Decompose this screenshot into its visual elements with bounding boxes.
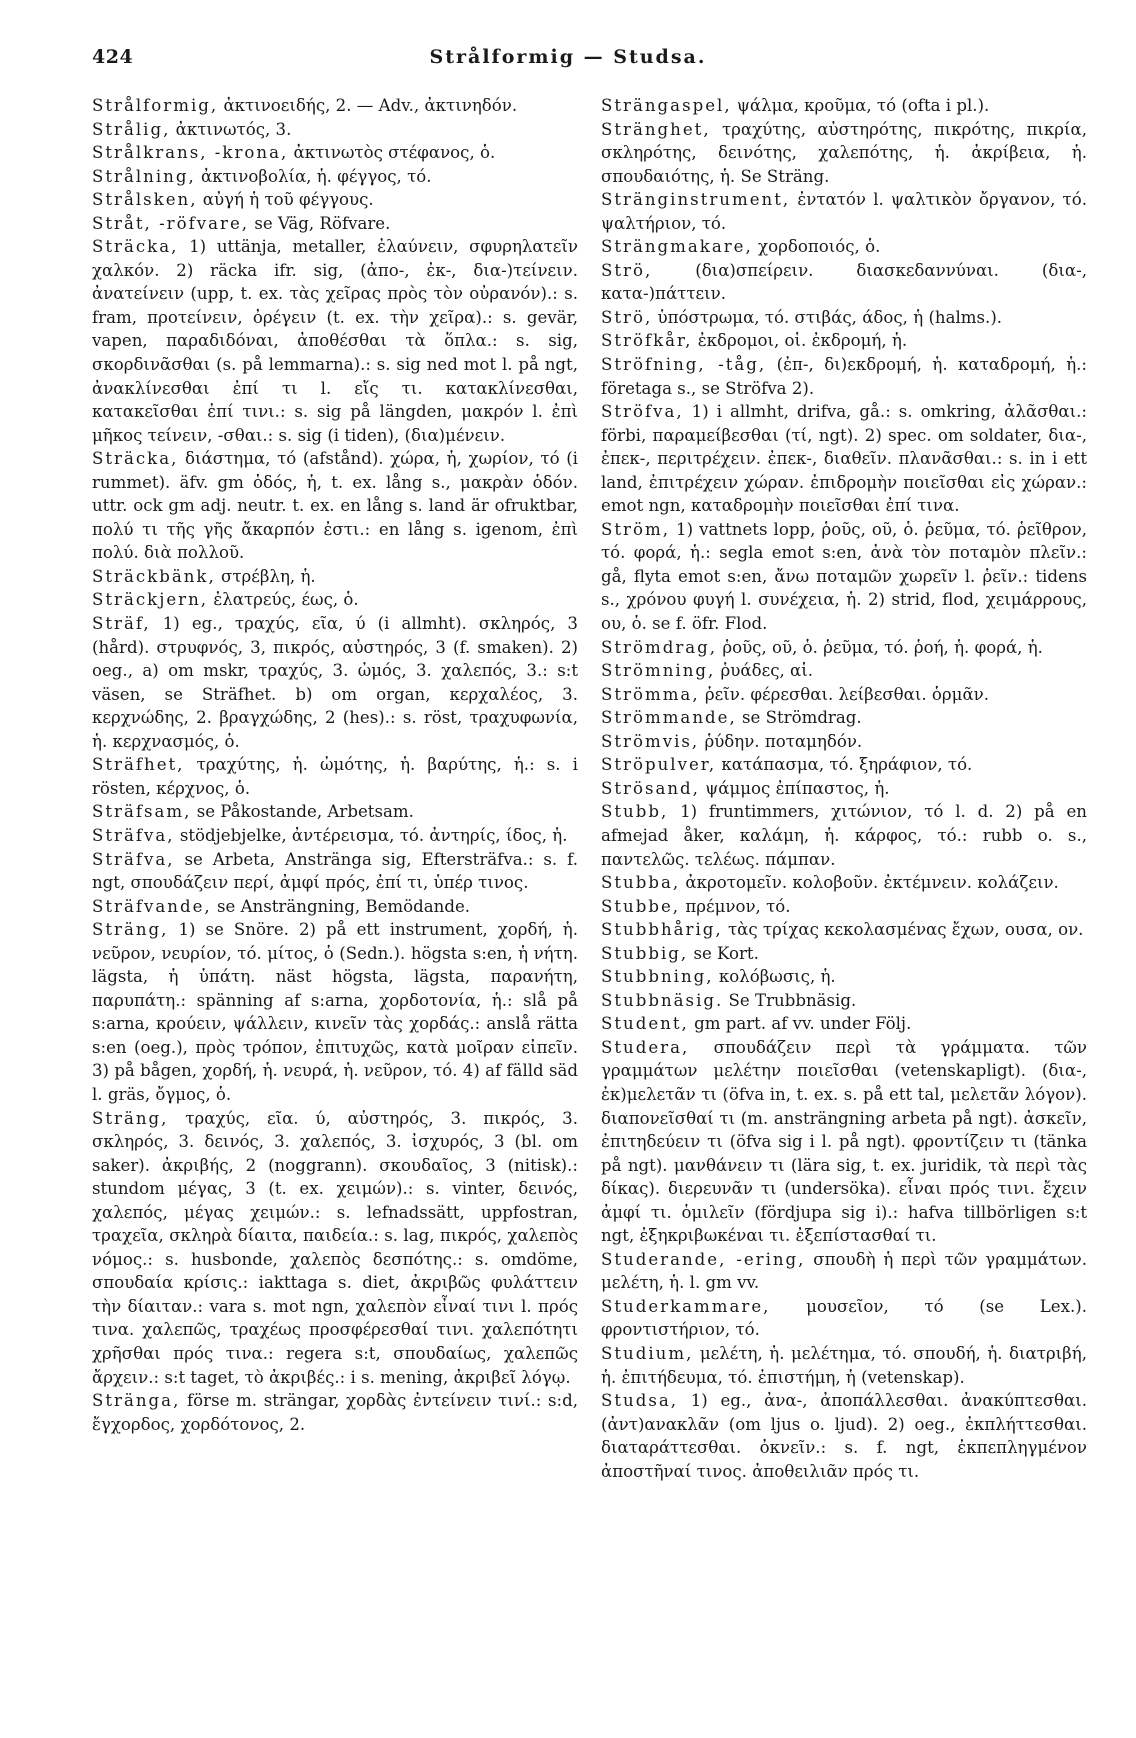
entry-headword: Stubbig, [601, 943, 689, 963]
dictionary-entry [601, 989, 1087, 1013]
entry-headword: Ströfva, [601, 402, 684, 422]
entry-headword: Ström, [601, 519, 670, 539]
entry-headword: Stråt, -röfvare, [92, 213, 250, 233]
entry-definition: μουσεῖον, τό (se Lex.). φροντιστήριον, τό. [601, 1296, 1087, 1340]
dictionary-entry [601, 1389, 1087, 1483]
entry-definition: 1) i allmht, drifva, gå.: s. omkring, ἀλᾶσθαι.: förbi, παραμείβεσθαι (τί, ngt). 2) spec. om soldater, δια-, ἐπεκ-, περιτρέχειν. ἐπεκ-, διαθεῖν. πλανᾶσθαι.: s. in i ett land, ἐπιτρέχειν χώραν. ἐπιδρομὴν ποιεῖσθαι εἰς χώραν.: emot ngn, καταδρομὴν ποιεῖσθαι ἐπί τινα. [601, 402, 1087, 516]
entry-definition: ῥοῦς, οῦ, ὁ. ῥεῦμα, τό. ῥοή, ἡ. φορά, ἡ. [717, 637, 1043, 657]
entry-headword: Sträfhet, [92, 755, 185, 775]
dictionary-entry [601, 400, 1087, 518]
dictionary-entry [601, 683, 1087, 707]
entry-headword: Strömdrag, [601, 637, 718, 657]
entry-definition: 1) eg., τραχύς, εῖα, ύ (i allmht). σκληρός, 3 (hård). στρυφνός, 3, πικρός, αὐστηρός, 3 (f. smaken). 2) oeg., a) om mskr, τραχύς, 3. ὠμός, 3. χαλεπός, 3.: s:t väsen, se Sträfhet. b) om organ, κερχαλέος, 3. κερχνώδης, 2. βραγχώδης, 2 (hes).: s. röst, τραχυφωνία, ἡ. κερχνασμός, ὁ. [92, 614, 578, 751]
entry-definition: τραχύτης, αὐστηρότης, πικρότης, πικρία, σκληρότης, δεινότης, χαλεπότης, ἡ. ἀκρίβεια, ἡ. σπουδαιότης, ἡ. Se Sträng. [601, 119, 1087, 186]
running-head: Strålformig — Studsa. [429, 46, 707, 68]
entry-definition: se Påkostande, Arbetsam. [191, 802, 414, 822]
entry-headword: Sträcka, [92, 449, 179, 469]
entry-headword: Strålkrans, -krona, [92, 143, 289, 163]
entry-headword: Sträf, [92, 614, 151, 634]
dictionary-entry [92, 188, 578, 212]
dictionary-entry [601, 965, 1087, 989]
entry-headword: Strängaspel, [601, 96, 732, 115]
entry-headword: Sträfva, [92, 825, 175, 845]
dictionary-entry [601, 659, 1087, 683]
entry-definition: διάστημα, τό (afstånd). χώρα, ἡ, χωρίον, τό (i rummet). äfv. gm ὁδός, ἡ, t. ex. lång s., μακρὰν ὁδόν. uttr. ock gm adj. neutr. t. ex. en lång s. land är ofruktbar, πολύ τι τῆς γῆς ἄκαρπόν ἐστι.: en lång s. igenom, ἐπὶ πολύ. διὰ πολλοῦ. [92, 449, 578, 563]
entry-definition: πρέμνον, τό. [680, 896, 791, 916]
entry-headword: Studsa, [601, 1391, 679, 1411]
entry-headword: Sträckjern, [92, 590, 209, 610]
entry-headword: Sträng, [92, 920, 169, 940]
dictionary-entry [601, 259, 1087, 306]
dictionary-entry [92, 565, 578, 589]
entry-definition: 1) se Snöre. 2) på ett instrument, χορδή, ἡ. νεῦρον, νευρίον, τό. μίτος, ὁ (Sedn.). högsta s:en, ἡ νήτη. lägsta, ἡ ὑπάτη. näst högsta, lägsta, παρανήτη, παρυπάτη.: spänning af s:arna, χορδοτονία, ἡ.: slå på s:arna, κρούειν, ψάλλειν, κινεῖν τὰς χορδάς.: anslå rätta s:en (oeg.), πρὸς τρόπον, ἐπιτυχῶς, κατὰ μοῖραν εἰπεῖν. 3) på bågen, χορδή, ἡ. νευρά, ἡ. νεῦρον, τό. 4) af fälld säd l. gräs, ὄγμος, ὁ. [92, 920, 578, 1104]
entry-headword: Strösand, [601, 778, 700, 798]
dictionary-entry [601, 871, 1087, 895]
entry-definition: κολόβωσις, ἡ. [713, 967, 836, 987]
entry-definition: 1) eg., ἀνα-, ἀποπάλλεσθαι. ἀνακύπτεσθαι. (ἀντ)ανακλᾶν (om ljus o. ljud). 2) oeg., ἐκπλήττεσθαι. διαταράττεσθαι. ὀκνεῖν.: s. f. ngt, ἐκπεπληγμένον ἀποστῆναί τινος. ἀποθειλιᾶν πρός τι. [601, 1391, 1087, 1481]
entry-definition: ὑπόστρωμα, τό. στιβάς, άδος, ἡ (halms.). [652, 307, 1003, 327]
dictionary-entry [92, 1107, 578, 1390]
entry-headword: Strålsken, [92, 190, 198, 210]
dictionary-entry [92, 895, 578, 919]
dictionary-entry [92, 612, 578, 753]
entry-definition: se Väg, Röfvare. [249, 213, 391, 233]
entry-definition: ῥυάδες, αἱ. [715, 661, 814, 681]
entry-definition: Se Trubbnäsig. [723, 990, 857, 1010]
entry-headword: Studerkammare, [601, 1296, 771, 1316]
entry-definition: ἀκτινωτός, 3. [170, 119, 292, 139]
dictionary-entry [92, 753, 578, 800]
left-column [92, 94, 578, 1724]
entry-headword: Stubbnäsig. [601, 990, 724, 1010]
entry-headword: Studium, [601, 1343, 694, 1363]
entry-definition: μελέτη, ἡ. μελέτημα, τό. σπουδή, ἡ. διατριβή, ἡ. ἐπιτήδευμα, τό. ἐπιστήμη, ἡ (vetenskap). [601, 1343, 1087, 1387]
entry-headword: Strömvis, [601, 731, 700, 751]
dictionary-entry [601, 730, 1087, 754]
dictionary-entry [601, 918, 1087, 942]
entry-headword: Sträfsam, [92, 802, 192, 822]
page-header [0, 0, 1136, 68]
entry-definition: 1) fruntimmers, χιτώνιον, τό l. d. 2) på en afmejad åker, καλάμη, ἡ. κάρφος, τό.: rubb o. s., παντελῶς. τελέως. πάμπαν. [601, 802, 1087, 869]
entry-headword: Strömma, [601, 684, 700, 704]
dictionary-entry [92, 588, 578, 612]
entry-headword: Sträfva, [92, 849, 175, 869]
entry-definition: 1) uttänja, metaller, ἐλαύνειν, σφυρηλατεῖν χαλκόν. 2) räcka ifr. sig, (ἀπο-, ἐκ-, δια-)τείνειν. ἀνατείνειν (upp, t. ex. τὰς χεῖρας πρὸς τὸν οὐρανόν).: s. fram, προτείνειν, ὀρέγειν (t. ex. τὴν χεῖρα).: s. gevär, vapen, παραδιδόναι, ἀποθέσθαι τὰ ὅπλα.: s. sig, σκορδινᾶσθαι (s. på lemmarna).: s. sig ned mot l. på ngt, ἀνακλίνεσθαι ἐπί τι l. εἴς τι. κατακλίνεσθαι, κατακεῖσθαι ἐπί τινι.: s. sig på längden, μακρόν l. ἐπὶ μῆκος τείνειν, -σθαι.: s. sig (i tiden), (δια)μένειν. [92, 237, 578, 445]
dictionary-entry [601, 942, 1087, 966]
dictionary-entry [601, 706, 1087, 730]
dictionary-entry [601, 636, 1087, 660]
entry-definition: stödjebjelke, ἀντέρεισμα, τό. ἀντηρίς, ίδος, ἡ. [174, 825, 568, 845]
entry-headword: Studera, [601, 1037, 690, 1057]
entry-definition: (ἐπ-, δι)εκδρομή, ἡ. καταδρομή, ἡ.: företaga s., se Ströfva 2). [601, 355, 1087, 398]
entry-definition: στρέβλη, ἡ. [215, 566, 316, 586]
entry-headword: Sträcka, [92, 237, 179, 257]
entry-definition: ψάμμος ἐπίπαστος, ἡ. [699, 778, 890, 798]
entry-headword: Student, [601, 1014, 689, 1034]
dictionary-entry [92, 918, 578, 1106]
right-column [601, 94, 1087, 1724]
entry-definition: gm part. af vv. under Följ. [688, 1014, 912, 1034]
entry-definition: ἀκτινωτὸς στέφανος, ὁ. [288, 143, 496, 163]
entry-definition: ῥεῖν. φέρεσθαι. λείβεσθαι. ὁρμᾶν. [699, 684, 990, 704]
dictionary-entry [601, 518, 1087, 636]
entry-definition: χορδοποιός, ὁ. [752, 237, 881, 257]
entry-definition: se Arbeta, Anstränga sig, Eftersträfva.: s. f. ngt, σπουδάζειν περί, ἀμφί πρός, ἐπί τι, ὑπέρ τινος. [92, 849, 578, 893]
dictionary-entry [601, 753, 1087, 777]
entry-definition: σπουδάζειν περὶ τὰ γράμματα. τῶν γραμμάτων μελέτην ποιεῖσθαι (vetenskapligt). (δια-, ἐκ)μελετᾶν τι (öfva in, t. ex. s. på ett tal, μελετᾶν λόγον). διαπονεῖσθαί τι (m. ansträngning arbeta på ngt). ἀσκεῖν, ἐπιτηδεύειν τι (öfva sig i l. på ngt). φροντίζειν τι (tänka på ngt). μανθάνειν τι (lära sig, t. ex. juridik, τὰ περὶ τὰς δίκας). διερευνᾶν τι (undersöka). εἶναι πρός τινι. ἔχειν ἀμφί τι. ὁμιλεῖν (fördjupa sig i).: hafva tillbörligen s:t ngt, ἐξηκριβωκέναι τι. ἐξεπίστασθαί τι. [601, 1037, 1087, 1246]
entry-definition: ῥύδην. ποταμηδόν. [699, 731, 863, 751]
dictionary-entry [601, 1248, 1087, 1295]
dictionary-entry [601, 1295, 1087, 1342]
entry-definition: ἐντατόν l. ψαλτικὸν ὄργανον, τό. ψαλτήριον, τό. [601, 190, 1087, 233]
entry-definition: τὰς τρίχας κεκολασμένας ἔχων, ουσα, ον. [722, 920, 1084, 940]
entry-headword: Stubbning, [601, 967, 714, 987]
entry-definition: ἀκροτομεῖν. κολοβοῦν. ἐκτέμνειν. κολάζειν. [680, 873, 1059, 893]
entry-definition: ἀκτινοειδής, 2. — Adv., ἀκτινηδόν. [218, 96, 518, 115]
entry-headword: Strömning, [601, 661, 716, 681]
entry-headword: Ströpulver, [601, 755, 717, 775]
dictionary-entry [92, 824, 578, 848]
entry-definition: se Ansträngning, Bemödande. [211, 896, 471, 916]
entry-headword: Strö, [601, 260, 653, 280]
entry-headword: Studerande, -ering, [601, 1249, 806, 1269]
entry-definition: se Kort. [688, 943, 759, 963]
entry-headword: Sträfvande, [92, 896, 212, 916]
entry-headword: Sträng, [92, 1108, 169, 1128]
entry-headword: Stubba, [601, 873, 681, 893]
entry-definition: ἐλατρεύς, έως, ὁ. [208, 590, 359, 610]
entry-headword: Stubbhårig, [601, 920, 723, 940]
entry-definition: τραχύς, εῖα. ύ, αὐστηρός, 3. πικρός, 3. σκληρός, 3. δεινός, 3. χαλεπός, 3. ἰσχυρός, 3 (bl. om saker). ἀκριβής, 2 (noggrann). σκουδαῖος, 3 (nitisk).: stundom μέγας, 3 (t. ex. χειμών).: s. vinter, δεινός, χαλεπός, μέγας χειμών.: s. lefnadssätt, uppfostran, τραχεῖα, σκληρὰ δίαιτα, παιδεία.: s. lag, πικρός, χαλεπὸς νόμος.: s. husbonde, χαλεπὸς δεσπότης.: s. omdöme, σπουδαία κρίσις.: iakttaga s. diet, ἀκριβῶς φυλάττειν τὴν δίαιταν.: vara s. mot ngn, χαλεπὸν εἶναί τινι l. πρός τινα. χαλεπῶς, τραχέως προσφέρεσθαί τινι. χαλεπότητι χρῆσθαι πρός τινα.: regera s:t, σπουδαίως, χαλεπῶς ἄρχειν.: s:t taget, τὸ ἀκριβές.: i s. mening, ἀκριβεῖ λόγῳ. [92, 1108, 578, 1387]
dictionary-entry [601, 188, 1087, 235]
dictionary-entry [601, 94, 1087, 118]
dictionary-entry [601, 895, 1087, 919]
dictionary-entry [92, 94, 578, 118]
dictionary-entry [601, 1036, 1087, 1248]
dictionary-entry [601, 777, 1087, 801]
dictionary-entry [601, 235, 1087, 259]
entry-headword: Strömmande, [601, 708, 737, 728]
entry-headword: Strålformig, [92, 96, 219, 115]
entry-definition: σπουδὴ ἡ περὶ τῶν γραμμάτων. μελέτη, ἡ. l. gm vv. [601, 1249, 1087, 1293]
entry-headword: Strängmakare, [601, 237, 753, 257]
entry-headword: Stränga, [92, 1391, 181, 1411]
dictionary-entry [92, 848, 578, 895]
dictionary-entry [92, 1389, 578, 1436]
dictionary-entry [601, 800, 1087, 871]
entry-definition: se Strömdrag. [736, 708, 862, 728]
dictionary-entry [92, 212, 578, 236]
entry-definition: förse m. strängar, χορδὰς ἐντείνειν τινί.: s:d, ἔγχορδος, χορδότονος, 2. [92, 1391, 578, 1434]
dictionary-entry [601, 306, 1087, 330]
entry-headword: Stränghet, [601, 119, 711, 139]
dictionary-entry [92, 165, 578, 189]
entry-headword: Stubb, [601, 802, 669, 822]
dictionary-entry [601, 329, 1087, 353]
entry-headword: Strö, [601, 307, 653, 327]
entry-headword: Ströfkår, [601, 331, 693, 351]
dictionary-entry [92, 141, 578, 165]
entry-definition: τραχύτης, ἡ. ὠμότης, ἡ. βαρύτης, ἡ.: s. i rösten, κέρχνος, ὁ. [92, 755, 578, 798]
dictionary-entry [92, 118, 578, 142]
entry-definition: ψάλμα, κροῦμα, τό (ofta i pl.). [731, 96, 990, 115]
entry-headword: Strålning, [92, 166, 196, 186]
entry-definition: κατάπασμα, τό. ξηράφιον, τό. [716, 755, 973, 775]
dictionary-entry [92, 447, 578, 565]
entry-headword: Ströfning, -tåg, [601, 355, 767, 375]
dictionary-entry [92, 235, 578, 447]
page-number: 424 [92, 46, 134, 68]
dictionary-entry [601, 1342, 1087, 1389]
entry-headword: Stubbe, [601, 896, 681, 916]
dictionary-entry [601, 1012, 1087, 1036]
entry-headword: Sträckbänk, [92, 566, 216, 586]
entry-definition: αὐγή ἡ τοῦ φέγγους. [197, 190, 374, 210]
dictionary-entry [601, 118, 1087, 189]
dictionary-entry [601, 353, 1087, 400]
entry-definition: 1) vattnets lopp, ῥοῦς, οῦ, ὁ. ῥεῦμα, τό. ῥεῖθρον, τό. φορά, ἡ.: segla emot s:en, ἀνὰ τὸν ποταμὸν πλεῖν.: gå, flyta emot s:en, ἄνω ποταμῶν χωρεῖν l. ῥεῖν.: tidens s., χρόνου φυγή l. συνέχεια, ἡ. 2) strid, flod, χειμάρρους, ου, ὁ. se f. öfr. Flod. [601, 519, 1087, 634]
entry-definition: (δια)σπείρειν. διασκεδαννύναι. (δια-, κατα-)πάττειν. [601, 260, 1087, 304]
entry-definition: ἀκτινοβολία, ἡ. φέγγος, τό. [195, 166, 432, 186]
entry-headword: Strålig, [92, 119, 171, 139]
dictionary-entry [92, 800, 578, 824]
entry-definition: ἐκδρομοι, οἱ. ἐκδρομή, ἡ. [692, 331, 908, 351]
entry-headword: Stränginstrument, [601, 190, 791, 210]
